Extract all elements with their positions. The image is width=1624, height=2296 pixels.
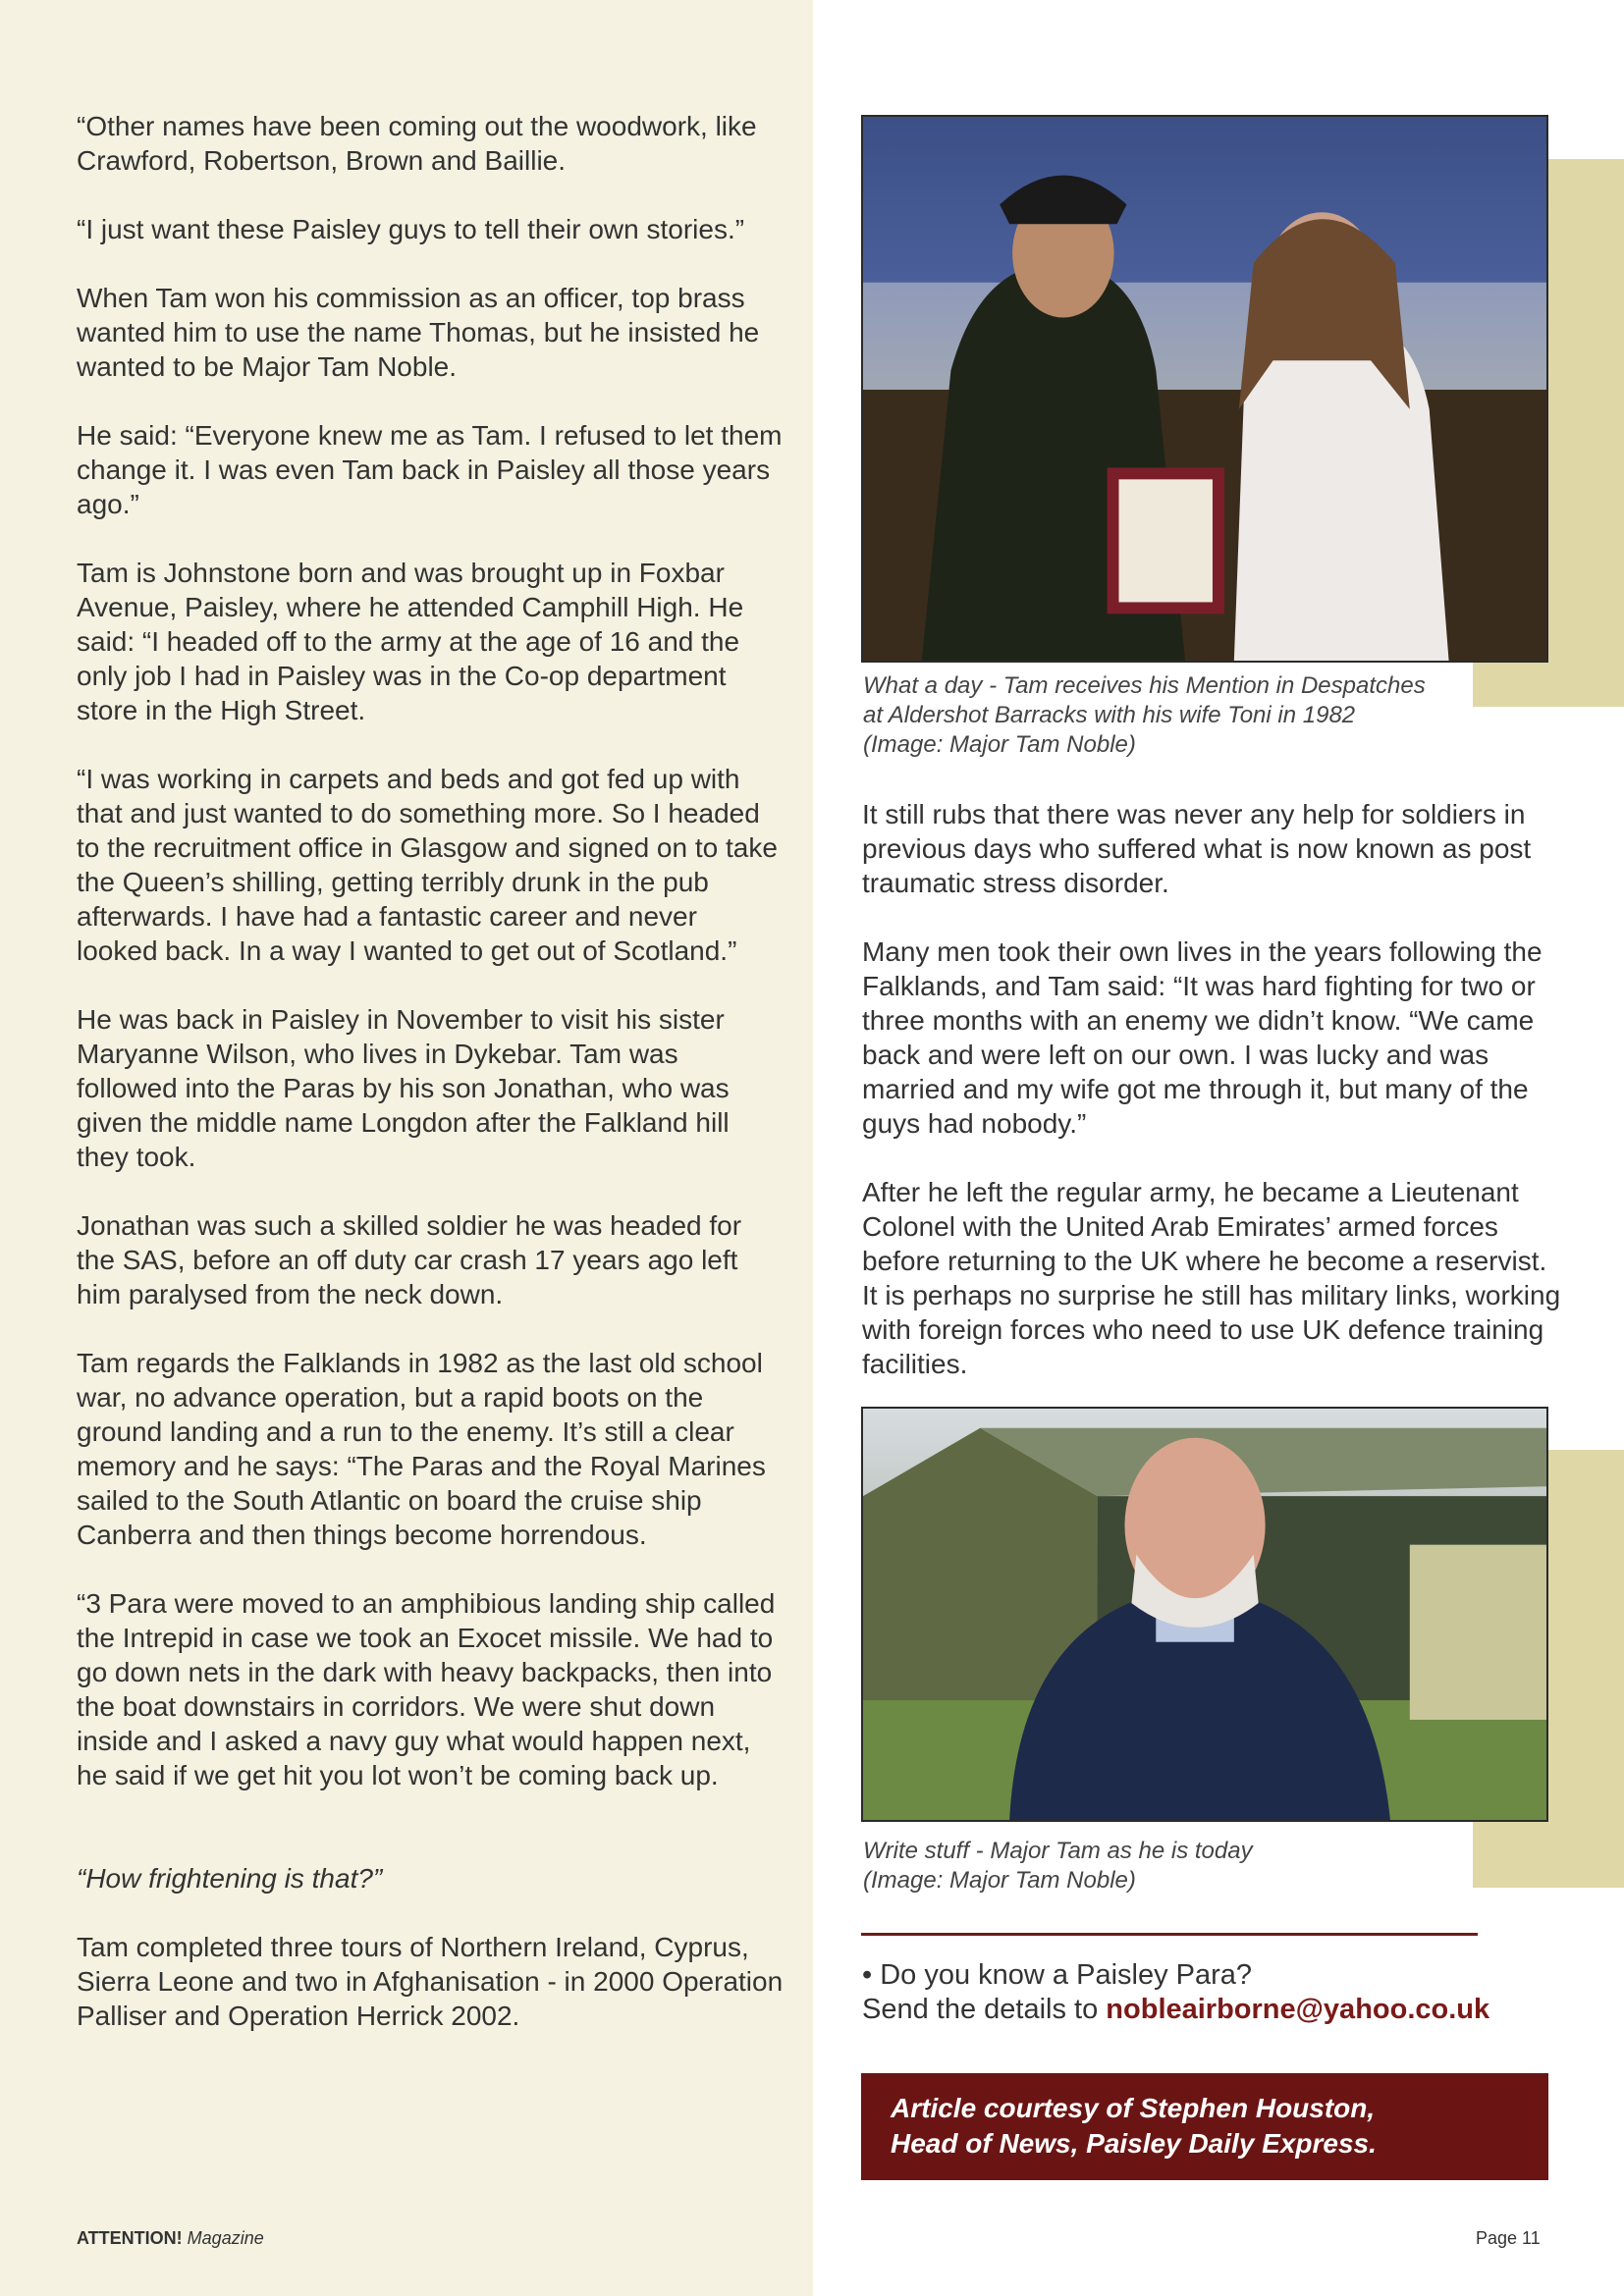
cta-send-line — [862, 1993, 1489, 2027]
left-article-column — [77, 109, 784, 2067]
pull-quote: “How frightening is that?” — [77, 1863, 383, 1894]
article-paragraph: Jonathan was such a skilled soldier he was headed for the SAS, before an off duty car crash 17 years ago left him paralysed from the neck down. — [77, 1210, 742, 1309]
article-paragraph: When Tam won his commission as an officer, top brass wanted him to use the name Thomas, but he insisted he wanted to be Major Tam Noble. — [77, 283, 760, 382]
section-divider — [861, 1933, 1478, 1936]
caption-line: at Aldershot Barracks with his wife Toni in 1982 — [863, 702, 1356, 728]
cta-question: • Do you know a Paisley Para? — [862, 1959, 1253, 1991]
photo-major-tam-today — [861, 1407, 1548, 1822]
right-article-column — [862, 797, 1569, 1415]
caption-line: Write stuff - Major Tam as he is today — [863, 1838, 1253, 1864]
article-paragraph: “3 Para were moved to an amphibious landing ship called the Intrepid in case we took an Exocet missile. We had to go down nets in the dark with heavy backpacks, then into the boat downstairs in corridors. We were shut down inside and I asked a navy guy what would happen next, he said if we get hit you lot won’t be coming back up. — [77, 1588, 776, 1790]
credit-line: Article courtesy of Stephen Houston, — [891, 2093, 1376, 2123]
page-number: Page 11 — [1476, 2228, 1541, 2248]
footer-magazine-name — [77, 2228, 264, 2249]
caption-line: (Image: Major Tam Noble) — [863, 1867, 1136, 1894]
article-paragraph: Tam regards the Falklands in 1982 as the last old school war, no advance operation, but a rapid boots on the ground landing and a run to the enemy. It’s still a clear memory and he says: “The Paras and the Royal Marines sailed to the South Atlantic on board the cruise ship Canberra and then things become horrendous. — [77, 1348, 766, 1550]
photo-illustration — [863, 1409, 1546, 1820]
article-paragraph: Many men took their own lives in the years following the Falklands, and Tam said: “It was hard fighting for two or three months with an enemy we didn’t know. “We came back and were left on our own. I was lucky and was married and my wife got me through it, but many of the guys had nobody.” — [862, 936, 1543, 1139]
footer-brand: ATTENTION! — [77, 2228, 183, 2248]
caption-line: (Image: Major Tam Noble) — [863, 731, 1136, 758]
article-paragraph: He was back in Paisley in November to visit his sister Maryanne Wilson, who lives in Dykebar. Tam was followed into the Paras by his son Jonathan, who was given the middle name Longdon after the Falkland hill they took. — [77, 1004, 730, 1172]
call-to-action — [862, 1958, 1489, 2027]
photo-caption-bottom — [863, 1837, 1253, 1896]
article-paragraph: “I just want these Paisley guys to tell their own stories.” — [77, 214, 745, 244]
article-paragraph: “Other names have been coming out the woodwork, like Crawford, Robertson, Brown and Baillie. — [77, 111, 757, 176]
article-paragraph-closing: Tam completed three tours of Northern Ireland, Cyprus, Sierra Leone and two in Afghanisation - in 2000 Operation Palliser and Operation Herrick 2002. — [77, 1932, 784, 2031]
article-paragraph: “I was working in carpets and beds and got fed up with that and just wanted to do something more. So I headed to the recruitment office in Glasgow and signed on to take the Queen’s shilling, getting terribly drunk in the pub afterwards. I have had a fantastic career and never looked back. In a way I wanted to get out of Scotland.” — [77, 764, 778, 966]
photo-illustration — [863, 117, 1546, 661]
credit-line: Head of News, Paisley Daily Express. — [891, 2128, 1377, 2159]
photo-caption-top — [863, 671, 1426, 760]
article-paragraph: It still rubs that there was never any help for soldiers in previous days who suffered what is now known as post traumatic stress disorder. — [862, 799, 1532, 898]
photo-tam-and-toni-1982 — [861, 115, 1548, 663]
caption-line: What a day - Tam receives his Mention in Despatches — [863, 672, 1426, 699]
email-link[interactable]: nobleairborne@yahoo.co.uk — [1106, 1994, 1490, 2025]
article-paragraph: Tam is Johnstone born and was brought up in Foxbar Avenue, Paisley, where he attended Camphill High. He said: “I headed off to the army at the age of 16 and the only job I had in Paisley was in the Co-op department store in the High Street. — [77, 558, 744, 725]
article-credit-box — [861, 2073, 1548, 2180]
footer-magazine: Magazine — [187, 2228, 264, 2248]
article-paragraph: After he left the regular army, he became a Lieutenant Colonel with the United Arab Emirates’ armed forces before returning to the UK where he become a reservist. It is perhaps no surprise he still has military links, working with foreign forces who need to use UK defence training facilities. — [862, 1177, 1561, 1379]
cta-send-prefix: Send the details to — [862, 1994, 1107, 2025]
article-paragraph: He said: “Everyone knew me as Tam. I refused to let them change it. I was even Tam back in Paisley all those years ago.” — [77, 420, 783, 519]
